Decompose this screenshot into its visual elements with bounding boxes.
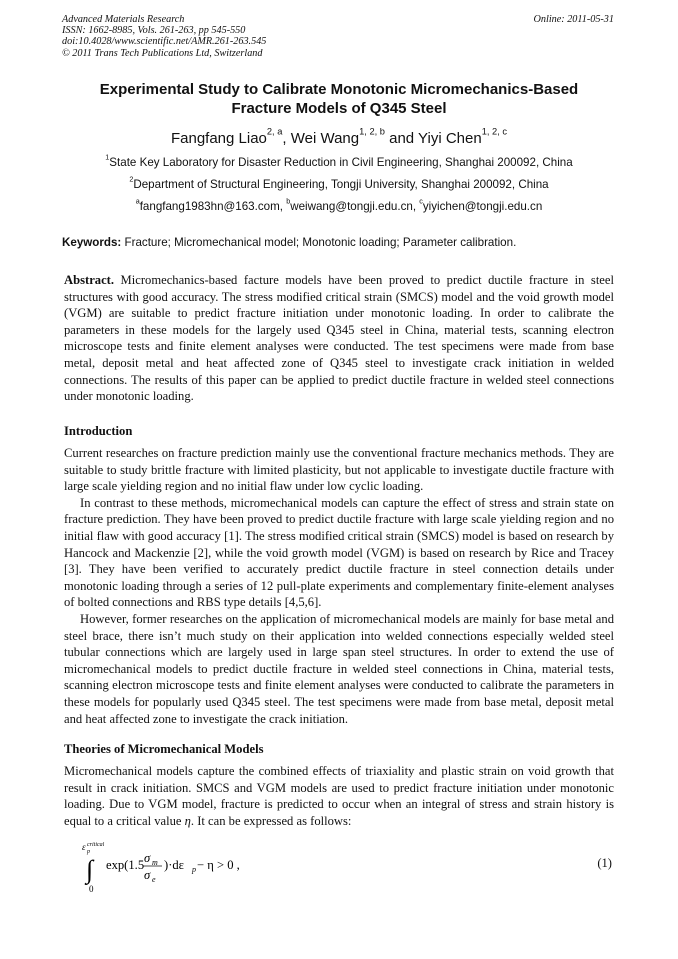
integral-sign: ∫ bbox=[86, 855, 94, 884]
paragraph: Micromechanical models capture the combined effects of triaxiality and plastic strain on void growth that result in crack initiation. SMCS and VGM models are used to predict fracture initiation under monotonic loading. Due to VGM model, fracture is predicted to occur when an integral of stress and strain history is equal to a critical value bbox=[64, 764, 614, 828]
author-list bbox=[62, 126, 616, 148]
lower-limit: 0 bbox=[89, 884, 94, 894]
author-name: Fangfang Liao bbox=[170, 130, 267, 147]
abstract-text: Micromechanics-based facture models have been proved to predict ductile fracture in steel structures with good accuracy. The stress modified critical strain (SMCS) model and the void growth model (VGM) are suitable to predict fracture initiation under monotonic loading. In order to calibrate the parameters in these models for the largely used Q345 steel in China, material tests, scanning electron microscope tests and finite element analyses were conducted. The test specimens were made from base metal, deposit metal and heat affected zone of Q345 steel to investigate crack initiation in welded connections. The results of this paper can be applied to predict ductile fracture in welded steel connections under monotonic loading. bbox=[64, 273, 614, 404]
paper-title bbox=[62, 80, 616, 118]
affiliation-sup: 2 bbox=[129, 174, 134, 184]
affiliation-text: State Key Laboratory for Disaster Reduction in Civil Engineering, Shanghai 200092, China bbox=[109, 156, 573, 169]
title-line-2: Fracture Models of Q345 Steel bbox=[231, 100, 447, 117]
email-address[interactable]: yiyichen@tongji.edu.cn bbox=[422, 200, 543, 213]
email-address[interactable]: weiwang@tongji.edu.cn, bbox=[290, 200, 420, 213]
author-sep: and bbox=[384, 130, 419, 147]
doi-line: doi:10.4028/www.scientific.net/AMR.261-263.545 bbox=[62, 36, 267, 48]
email-list bbox=[62, 196, 616, 214]
title-line-1: Experimental Study to Calibrate Monotonic Micromechanics-Based bbox=[99, 81, 579, 98]
paragraph: However, former researches on the application of micromechanical models are mainly for base metal and steel brace, there isn’t much study on their application into welded connections especially welded steel tubular connections which are largely used in large span steel structures. In order to extend the use of micromechanical models to predict ductile fracture in welded steel connections in China, material tests, scanning electron microscope tests and finite element analyses were conducted to calibrate the parameters in these models for popularly used Q345 steel. The test specimens were made from base metal, deposit metal and heat affected zone to investigate the crack initiation. bbox=[64, 611, 614, 726]
introduction-body bbox=[64, 445, 614, 727]
keywords-text: Fracture; Micromechanical model; Monotonic loading; Parameter calibration. bbox=[121, 236, 517, 249]
email-address[interactable]: fangfang1983hn@163.com, bbox=[139, 200, 287, 213]
equation-tail: )·dε bbox=[164, 858, 184, 872]
fraction-numerator-sub: m bbox=[152, 858, 158, 867]
author-name: Wei Wang bbox=[290, 130, 360, 147]
abstract bbox=[64, 272, 614, 405]
keywords bbox=[62, 236, 616, 250]
author-sup: 1, 2, c bbox=[481, 126, 508, 137]
copyright-line: © 2011 Trans Tech Publications Ltd, Switzerland bbox=[62, 47, 263, 59]
exp-text: exp(1.5 bbox=[106, 858, 145, 872]
fraction-denominator: σ bbox=[144, 868, 151, 882]
affiliation-1 bbox=[62, 152, 616, 170]
abstract-label: Abstract. bbox=[64, 273, 115, 287]
affiliation-sup: 1 bbox=[105, 152, 110, 162]
fraction-numerator: σ bbox=[144, 851, 151, 865]
equation-1 bbox=[60, 842, 620, 894]
author-sup: 1, 2, b bbox=[359, 126, 385, 137]
theories-body bbox=[64, 763, 614, 829]
upper-limit-sup: critical bbox=[87, 842, 105, 848]
fraction-denominator-sub: e bbox=[152, 875, 156, 884]
author-sup: 2, a bbox=[266, 126, 283, 137]
author-sep: , bbox=[282, 130, 291, 147]
email-sup: b bbox=[286, 196, 291, 206]
journal-name: Advanced Materials Research bbox=[62, 14, 185, 25]
section-heading-introduction: Introduction bbox=[64, 424, 133, 438]
equation-tail-sub: p bbox=[192, 865, 196, 874]
affiliation-text: Department of Structural Engineering, Tongji University, Shanghai 200092, China bbox=[133, 178, 549, 191]
affiliation-2 bbox=[62, 174, 616, 192]
journal-header bbox=[62, 14, 266, 59]
online-date: Online: 2011-05-31 bbox=[533, 14, 614, 25]
keywords-label: Keywords: bbox=[62, 236, 122, 249]
equation-tail-rest: − η > 0 , bbox=[197, 858, 240, 872]
paragraph-tail: . It can be expressed as follows: bbox=[190, 813, 352, 828]
eta-symbol: η bbox=[184, 813, 191, 828]
author-name: Yiyi Chen bbox=[418, 130, 482, 147]
paragraph: In contrast to these methods, micromechanical models can capture the effect of stress and strain state on fracture prediction. They have been proved to predict ductile fracture with large scale yielding region and no initial flaw with good accuracy [1]. The stress modified critical strain (SMCS) model is based on research by Hancock and Mackenzie [2], while the void growth model (VGM) is based on research by Rice and Tracey [3]. They have been verified to accurately predict ductile fracture in steel connection details under monotonic loading through a series of 12 pull-plate experiments and complementary finite-element analyses of bolted connections and RBS type details [4,5,6]. bbox=[64, 495, 614, 610]
email-sup: a bbox=[135, 196, 140, 206]
issn-line: ISSN: 1662-8985, Vols. 261-263, pp 545-550 bbox=[62, 25, 246, 37]
upper-limit-base: ε bbox=[82, 842, 86, 852]
equation-number: (1) bbox=[597, 856, 612, 870]
paragraph: Current researches on fracture prediction mainly use the conventional fracture mechanics methods. They are suitable to study brittle fracture with limited plasticity, but not applicable to investigate ductile fracture with large scale yielding region and no initial flaw under low cyclic loading. bbox=[64, 446, 614, 494]
section-heading-theories: Theories of Micromechanical Models bbox=[64, 742, 264, 756]
upper-limit-sub: p bbox=[87, 849, 90, 855]
email-sup: c bbox=[419, 196, 423, 206]
